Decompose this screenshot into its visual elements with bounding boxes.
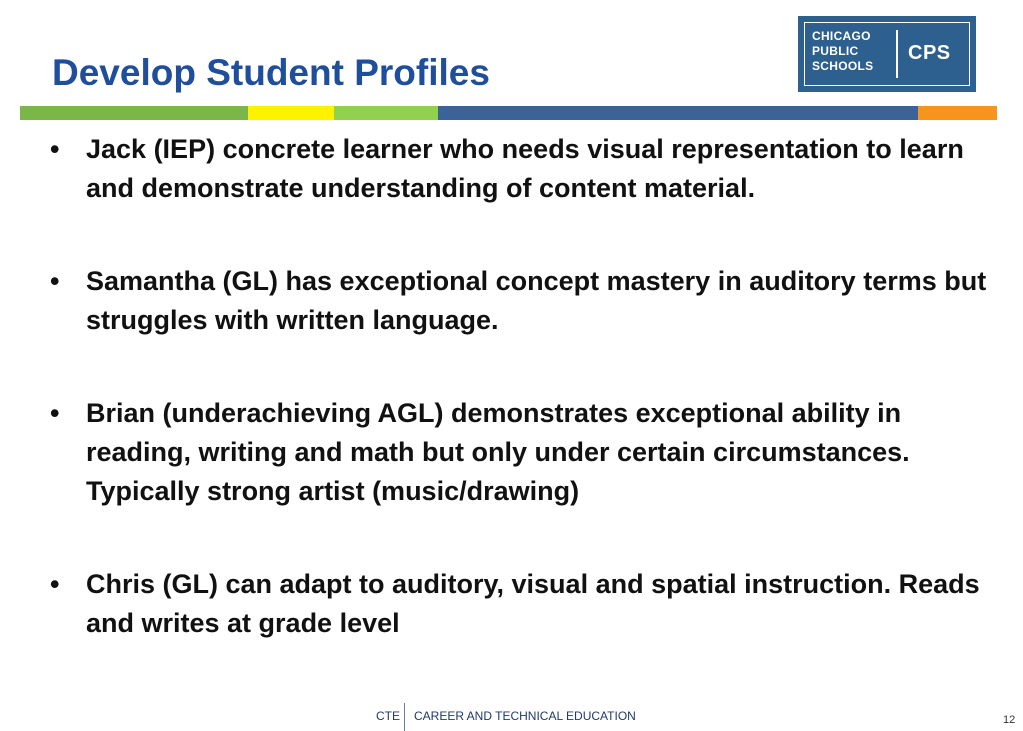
color-bar-segment-green	[20, 106, 248, 120]
logo-divider	[896, 30, 898, 78]
bullet-item-jack: • Jack (IEP) concrete learner who needs visual representation to learn and demonstrate understanding of content material.	[48, 130, 998, 208]
color-bar-segment-light-green	[334, 106, 438, 120]
color-bar-segment-blue	[438, 106, 918, 120]
footer-divider	[404, 703, 405, 731]
page-number: 12	[1003, 714, 1016, 726]
logo-wordmark	[812, 29, 873, 74]
logo-line-3: SCHOOLS	[812, 59, 874, 73]
bullet-item-brian: • Brian (underachieving AGL) demonstrates exceptional ability in reading, writing and math but only under certain circumstances. Typically strong artist (music/drawing)	[48, 394, 998, 511]
header-color-bar	[20, 106, 997, 120]
logo-line-1: CHICAGO	[812, 29, 871, 43]
footer-label: CAREER AND TECHNICAL EDUCATION	[414, 709, 636, 723]
bullet-list	[48, 130, 998, 697]
bullet-item-chris: • Chris (GL) can adapt to auditory, visual and spatial instruction. Reads and writes at grade level	[48, 565, 998, 643]
color-bar-segment-yellow	[248, 106, 334, 120]
bullet-item-samantha: • Samantha (GL) has exceptional concept mastery in auditory terms but struggles with written language.	[48, 262, 998, 340]
color-bar-segment-orange	[918, 106, 997, 120]
footer-abbr: CTE	[376, 709, 400, 723]
logo-line-2: PUBLIC	[812, 44, 859, 58]
slide-title: Develop Student Profiles	[52, 52, 490, 93]
logo-abbr: CPS	[908, 42, 951, 64]
cps-logo	[798, 16, 976, 92]
